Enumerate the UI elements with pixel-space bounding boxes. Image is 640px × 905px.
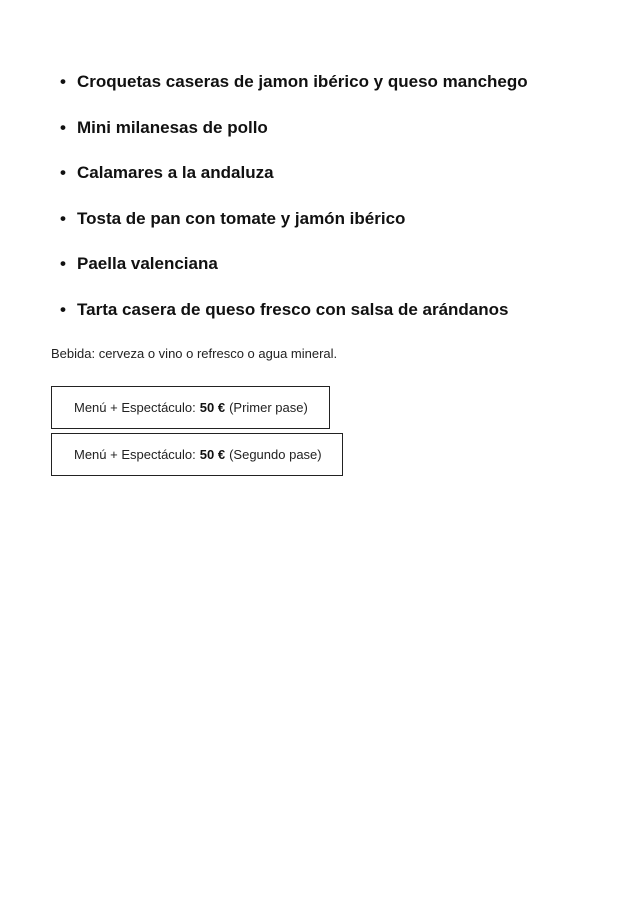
menu-item-label: Calamares a la andaluza <box>77 163 274 183</box>
list-item <box>60 70 620 116</box>
menu-item-label: Paella valenciana <box>77 254 218 274</box>
option-label: Menú + Espectáculo: <box>74 447 196 462</box>
option-price: 50 € <box>199 447 226 462</box>
option-session: (Primer pase) <box>229 400 308 415</box>
menu-item-label: Tarta casera de queso fresco con salsa de arándanos <box>77 299 509 319</box>
list-item <box>60 298 620 344</box>
first-session-button[interactable] <box>51 386 330 429</box>
bullet-icon: • <box>60 117 66 137</box>
option-price: 50 € <box>199 400 226 415</box>
bullet-icon: • <box>60 208 66 228</box>
option-session: (Segundo pase) <box>229 447 322 462</box>
bullet-icon: • <box>60 72 66 91</box>
list-item <box>60 252 620 298</box>
menu-item-label: Croquetas caseras de jamon ibérico y queso manchego <box>77 72 528 91</box>
list-item <box>60 161 620 207</box>
menu-item-label: Tosta de pan con tomate y jamón ibérico <box>77 208 406 228</box>
bullet-icon: • <box>60 163 66 183</box>
bullet-icon: • <box>60 254 66 274</box>
list-item <box>60 116 620 162</box>
second-session-button[interactable] <box>51 433 343 476</box>
drink-note: Bebida: cerveza o vino o refresco o agua mineral. <box>51 346 338 361</box>
bullet-icon: • <box>60 299 66 319</box>
menu-item-label: Mini milanesas de pollo <box>77 117 268 137</box>
option-label: Menú + Espectáculo: <box>74 400 196 415</box>
menu-list <box>60 70 620 344</box>
list-item <box>60 207 620 253</box>
